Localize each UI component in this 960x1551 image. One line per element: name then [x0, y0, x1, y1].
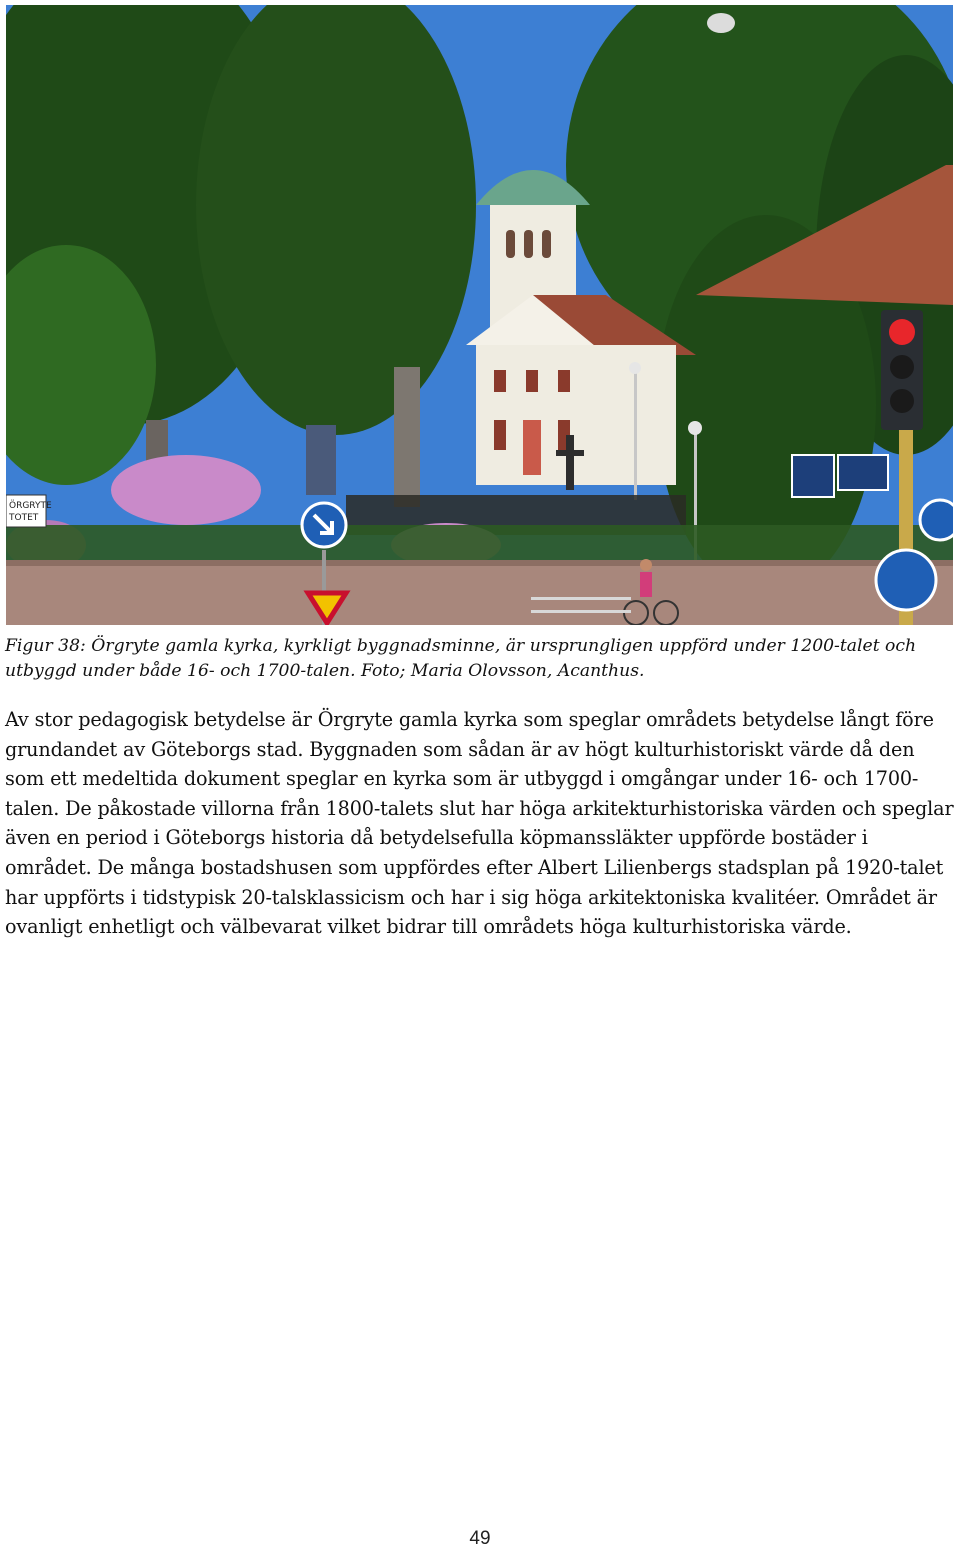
church-photo [6, 5, 953, 625]
stone-wall [6, 560, 953, 625]
street-sign-text: ÖRGRYTE [9, 501, 52, 511]
church-photo-illustration [6, 5, 953, 625]
page-number: 49 [469, 1528, 491, 1549]
svg-text:TOTET: TOTET [9, 513, 39, 523]
flowers-left [111, 455, 261, 525]
tall-gravestone [394, 367, 420, 507]
church-door [523, 420, 541, 475]
body-paragraph: Av stor pedagogisk betydelse är Örgryte gamla kyrka som speglar områdets betydelse långt före grundandet av Göteborgs stad. Byggnaden som sådan är av högt kulturhistoriskt värde då den som ett medeltida dokument speglar en kyrka som är utbyggd i omgångar under 16- och 1700-talen. De påkostade villorna från 1800-talets slut har höga arkitekturhistoriska värden och speglar även en period i Göteborgs historia då betydelsefulla köpmanssläkter uppförde bostäder i området. De många bostadshusen som uppfördes efter Albert Lilienbergs stadsplan på 1920-talet har uppförts i tidstypisk 20-talsklassicism och har i sig höga arkitektoniska kvalitéer. Området är ovanligt enhetligt och välbevarat vilket bidrar till områdets höga kulturhistoriska värde. [5, 708, 954, 939]
figure-caption: Figur 38: Örgryte gamla kyrka, kyrkligt byggnadsminne, är ursprungligen uppförd under 1200-talet och utbyggd under både 16- och 1700-talen. Foto; Maria Olovsson, Acanthus. [5, 636, 917, 681]
church-nave [476, 345, 676, 485]
